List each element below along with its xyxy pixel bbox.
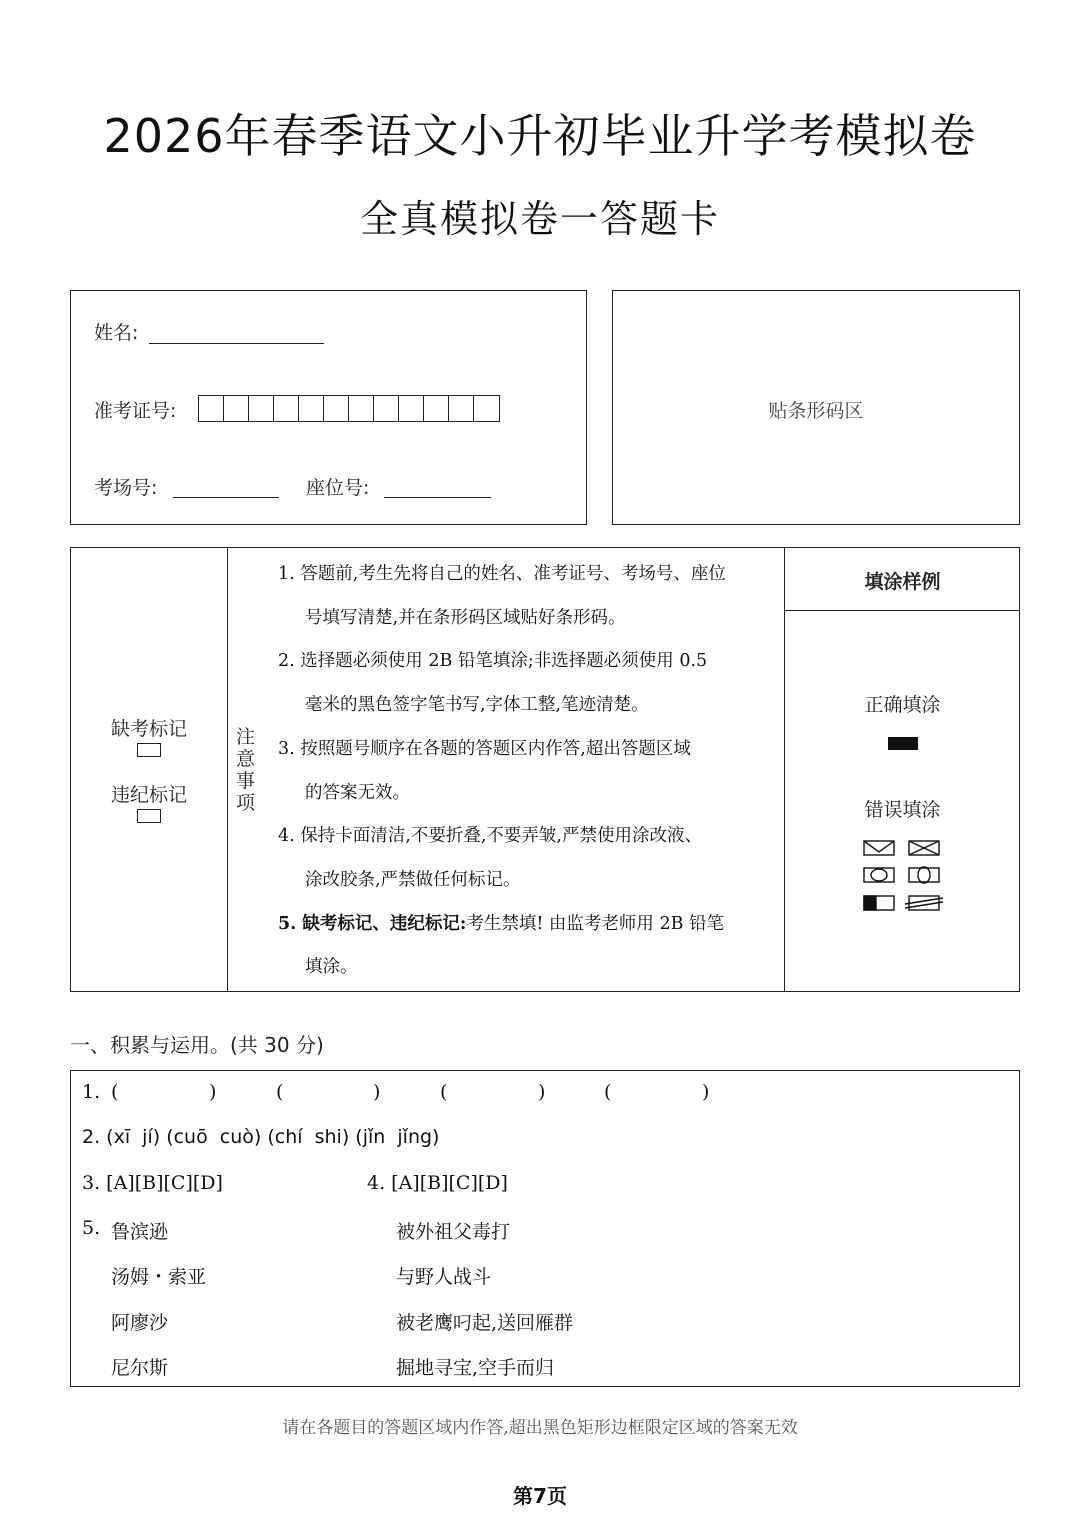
page-number: 第7页 [513, 1484, 567, 1508]
page-title: 2026年春季语文小升初毕业升学考模拟卷 [103, 109, 977, 163]
page-subtitle: 全真模拟卷一答题卡 [359, 197, 720, 241]
q5-right-item: 与野人战斗 [396, 1266, 492, 1288]
exam-id-cell[interactable] [399, 396, 424, 421]
absent-mark-label: 缺考标记 [110, 718, 187, 740]
exam-id-cell[interactable] [349, 396, 374, 421]
student-info-box [70, 290, 587, 525]
note-line: 2. 选择题必须使用 2B 铅笔填涂;非选择题必须使用 0.5 [278, 651, 708, 672]
note-line: 1. 答题前,考生先将自己的姓名、准考证号、考场号、座位 [278, 564, 726, 584]
exam-id-cell[interactable] [449, 396, 474, 421]
boundary-warning: 请在各题目的答题区域内作答,超出黑色矩形边框限定区域的答案无效 [282, 1418, 798, 1438]
q5-right-item: 被外祖父毒打 [396, 1221, 511, 1243]
note-line: 号填写清楚,并在条形码区域贴好条形码。 [305, 607, 626, 628]
q1-number: 1. [82, 1081, 101, 1103]
q5-right-item: 被老鹰叼起,送回雁群 [396, 1312, 574, 1334]
note-line: 的答案无效。 [305, 782, 410, 803]
name-label: 姓名: [94, 322, 139, 344]
note-line [278, 903, 726, 947]
correct-fill-example-icon [888, 737, 918, 750]
q5-right-item: 掘地寻宝,空手而归 [396, 1357, 555, 1379]
notes-list [278, 553, 726, 990]
exam-id-grid[interactable] [198, 395, 500, 422]
notes-heading: 注意事项 [236, 726, 256, 814]
barcode-label: 贴条形码区 [768, 400, 864, 422]
exam-id-cell[interactable] [299, 396, 324, 421]
note-line: 3. 按照题号顺序在各题的答题区内作答,超出答题区域 [278, 738, 691, 759]
q5-left-item: 汤姆・索亚 [111, 1266, 207, 1288]
correct-fill-label: 正确填涂 [864, 694, 941, 716]
note-line: 4. 保持卡面清洁,不要折叠,不要弄皱,严禁使用涂改液、 [278, 826, 702, 847]
note-line: 毫米的黑色签字笔书写,字体工整,笔迹清楚。 [305, 695, 649, 716]
wrong-fill-label: 错误填涂 [864, 799, 941, 821]
q3-options[interactable]: 3. [A][B][C][D] [82, 1172, 223, 1194]
section-heading: 一、积累与运用。(共 30 分) [70, 1033, 324, 1057]
exam-id-cell[interactable] [474, 396, 499, 421]
q1-blank-open: ( [440, 1081, 448, 1103]
room-field[interactable] [173, 497, 279, 498]
q1-blank-open: ( [111, 1081, 119, 1103]
fill-example-heading: 填涂样例 [864, 571, 941, 593]
q4-options[interactable]: 4. [A][B][C][D] [367, 1172, 508, 1194]
q1-blank-close: ) [702, 1081, 710, 1103]
q1-blank-close: ) [373, 1081, 381, 1103]
exam-id-cell[interactable] [199, 396, 224, 421]
absent-mark-box[interactable] [137, 743, 161, 757]
q1-blank-close: ) [209, 1081, 217, 1103]
name-field[interactable] [149, 343, 324, 344]
q1-blank-open: ( [604, 1081, 612, 1103]
answer-area[interactable] [70, 1070, 1020, 1387]
exam-id-cell[interactable] [424, 396, 449, 421]
note-bold: 5. 缺考标记、违纪标记: [278, 913, 467, 934]
q5-left-item: 阿廖沙 [111, 1312, 169, 1334]
exam-id-cell[interactable] [274, 396, 299, 421]
wrong-fill-examples-icon [861, 838, 951, 918]
exam-id-cell[interactable] [224, 396, 249, 421]
room-label: 考场号: [94, 477, 158, 499]
exam-id-cell[interactable] [249, 396, 274, 421]
instructions-box [70, 547, 1020, 992]
barcode-area [612, 290, 1020, 525]
q2-pinyin: 2. (xī jí) (cuō cuò) (chí shi) (jǐn jǐng) [82, 1126, 440, 1148]
q5-left-item: 鲁滨逊 [111, 1221, 169, 1243]
q5-number: 5. [82, 1217, 101, 1239]
seat-field[interactable] [384, 497, 491, 498]
violation-mark-box[interactable] [137, 809, 161, 823]
q1-blank-open: ( [276, 1081, 284, 1103]
note-rest: 考生禁填! 由监考老师用 2B 铅笔 [466, 913, 725, 934]
note-line: 涂改胶条,严禁做任何标记。 [305, 869, 521, 890]
seat-label: 座位号: [306, 477, 370, 499]
q5-left-item: 尼尔斯 [111, 1357, 169, 1379]
exam-id-label: 准考证号: [94, 400, 177, 422]
note-line: 填涂。 [305, 957, 358, 978]
violation-mark-label: 违纪标记 [110, 784, 187, 806]
exam-id-cell[interactable] [324, 396, 349, 421]
exam-id-cell[interactable] [374, 396, 399, 421]
q1-blank-close: ) [538, 1081, 546, 1103]
